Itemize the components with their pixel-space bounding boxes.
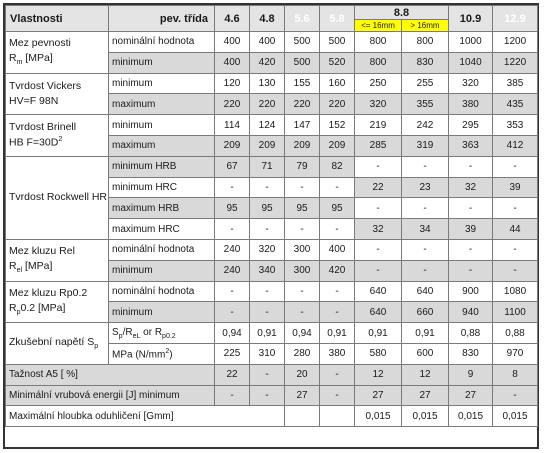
table-cell: 600 — [402, 343, 449, 364]
table-cell: 400 — [215, 52, 250, 73]
table-cell: - — [215, 177, 250, 198]
table-cell: 380 — [449, 94, 493, 115]
table-cell: 385 — [493, 73, 538, 94]
table-cell: - — [449, 239, 493, 260]
table-cell: 940 — [449, 302, 493, 323]
table-cell: 0,88 — [493, 323, 538, 344]
table-cell: - — [402, 260, 449, 281]
table-cell: 225 — [215, 343, 250, 364]
table-cell: 520 — [320, 52, 355, 73]
table-cell: 0,91 — [355, 323, 402, 344]
table-cell: 147 — [285, 115, 320, 136]
properties-header: Vlastnosti — [6, 6, 109, 32]
table-cell: 1040 — [449, 52, 493, 73]
text-fragment: 2 — [58, 136, 63, 144]
table-cell: 380 — [320, 343, 355, 364]
text-fragment: Mez pevnosti — [9, 37, 71, 50]
table-cell: 152 — [320, 115, 355, 136]
table-cell: 79 — [285, 156, 320, 177]
table-cell: - — [215, 281, 250, 302]
table-cell: - — [402, 156, 449, 177]
table-cell: 355 — [402, 94, 449, 115]
table-cell: - — [493, 198, 538, 219]
table-cell: 0,91 — [320, 323, 355, 344]
table-cell: - — [320, 385, 355, 406]
grade-8-8-small: <= 16mm — [355, 20, 402, 32]
table-cell: 320 — [355, 94, 402, 115]
table-cell: 400 — [320, 239, 355, 260]
table-cell: 319 — [402, 135, 449, 156]
text-fragment: or R — [140, 326, 163, 338]
table-cell: 240 — [215, 239, 250, 260]
table-cell: - — [493, 260, 538, 281]
table-cell: 0,91 — [402, 323, 449, 344]
table-cell: 220 — [215, 94, 250, 115]
table-cell: 209 — [320, 135, 355, 156]
table-cell: 114 — [215, 115, 250, 136]
table-cell: 295 — [449, 115, 493, 136]
table-cell: 500 — [320, 32, 355, 53]
table-cell: 1200 — [493, 32, 538, 53]
table-cell: - — [250, 364, 285, 385]
condition-label: nominální hodnota — [109, 239, 215, 260]
table-cell: - — [320, 219, 355, 240]
table-cell: 285 — [355, 135, 402, 156]
table-cell: 160 — [320, 73, 355, 94]
grade-5-8: 5.8 — [320, 6, 355, 32]
table-cell: 900 — [449, 281, 493, 302]
table-cell: 1100 — [493, 302, 538, 323]
text-fragment: p — [94, 342, 99, 350]
table-cell: - — [320, 281, 355, 302]
property-yield — [6, 239, 109, 281]
condition-label: minimum — [109, 73, 215, 94]
table-cell: - — [215, 219, 250, 240]
table-cell: 280 — [285, 343, 320, 364]
property-vickers — [6, 73, 109, 115]
table-cell: - — [215, 302, 250, 323]
text-fragment: 2 — [165, 347, 170, 355]
table-cell: - — [250, 385, 285, 406]
table-cell: - — [320, 364, 355, 385]
table-cell — [320, 406, 355, 427]
table-cell: 300 — [285, 239, 320, 260]
table-cell: 8 — [493, 364, 538, 385]
property-proof — [6, 281, 109, 323]
table-cell: 27 — [449, 385, 493, 406]
property-tensile — [6, 32, 109, 74]
table-cell: 220 — [285, 94, 320, 115]
text-fragment: Zkušební napětí S — [9, 335, 95, 348]
table-cell: 12 — [355, 364, 402, 385]
table-cell: 660 — [402, 302, 449, 323]
table-cell: 124 — [250, 115, 285, 136]
table-cell: 27 — [402, 385, 449, 406]
table-row — [6, 32, 538, 53]
table-cell: - — [250, 281, 285, 302]
table-cell: - — [449, 156, 493, 177]
table-cell: 800 — [355, 32, 402, 53]
table-row — [6, 323, 538, 344]
grade-5-6: 5.6 — [285, 6, 320, 32]
property-brinell — [6, 115, 109, 157]
table-row — [6, 73, 538, 94]
grade-4-8: 4.8 — [250, 6, 285, 32]
text-fragment: [MPa] — [25, 52, 53, 65]
text-fragment: R — [9, 52, 17, 65]
table-cell: 27 — [355, 385, 402, 406]
table-cell: 209 — [285, 135, 320, 156]
table-cell: 240 — [215, 260, 250, 281]
table-cell: 640 — [355, 281, 402, 302]
table-cell: 412 — [493, 135, 538, 156]
table-cell: - — [250, 219, 285, 240]
table-cell: 1080 — [493, 281, 538, 302]
table-cell: 130 — [250, 73, 285, 94]
table-cell: 640 — [355, 302, 402, 323]
condition-label: minimum — [109, 52, 215, 73]
grade-8-8-large: > 16mm — [402, 20, 449, 32]
text-fragment: m — [16, 59, 23, 67]
text-fragment: p — [16, 308, 21, 316]
table-cell: 310 — [250, 343, 285, 364]
header-row — [6, 6, 538, 20]
table-cell: 95 — [250, 198, 285, 219]
table-cell: 23 — [402, 177, 449, 198]
text-fragment: 0.2 [MPa] — [20, 301, 66, 314]
table-cell: 95 — [320, 198, 355, 219]
table-row — [6, 115, 538, 136]
property-elongation: Tažnost A5 [ %] — [6, 364, 215, 385]
table-cell: - — [449, 260, 493, 281]
table-cell: 320 — [250, 239, 285, 260]
condition-label: minimum — [109, 302, 215, 323]
table-cell: - — [215, 385, 250, 406]
text-fragment: p0.2 — [162, 332, 176, 340]
grade-10-9: 10.9 — [449, 6, 493, 32]
table-cell: - — [285, 281, 320, 302]
table-cell: 82 — [320, 156, 355, 177]
table-cell: - — [285, 302, 320, 323]
table-cell: 209 — [215, 135, 250, 156]
text-fragment: el — [16, 267, 23, 275]
table-cell: - — [402, 198, 449, 219]
table-cell: - — [355, 239, 402, 260]
table-cell: 0,015 — [449, 406, 493, 427]
table-cell: 400 — [215, 32, 250, 53]
condition-label: minimum HRB — [109, 156, 215, 177]
table-cell: - — [449, 198, 493, 219]
table-cell: - — [493, 239, 538, 260]
table-cell: 250 — [355, 73, 402, 94]
table-cell: 363 — [449, 135, 493, 156]
table-cell: 32 — [355, 219, 402, 240]
table-cell: 95 — [215, 198, 250, 219]
text-fragment: /R — [122, 326, 133, 338]
condition-label: nominální hodnota — [109, 32, 215, 53]
table-cell: 34 — [402, 219, 449, 240]
grade-12-9: 12.9 — [493, 6, 538, 32]
table-cell: - — [355, 260, 402, 281]
table-cell: 219 — [355, 115, 402, 136]
table-cell: 0,015 — [402, 406, 449, 427]
table-cell: 255 — [402, 73, 449, 94]
table-cell — [285, 406, 320, 427]
table-cell: 500 — [285, 32, 320, 53]
table-cell: 353 — [493, 115, 538, 136]
table-cell: 420 — [250, 52, 285, 73]
table-cell: 12 — [402, 364, 449, 385]
table-cell: - — [493, 385, 538, 406]
table-row — [6, 385, 538, 406]
text-fragment: R — [9, 260, 17, 273]
table-cell: 1000 — [449, 32, 493, 53]
condition-label: maximum HRB — [109, 198, 215, 219]
table-cell: 830 — [449, 343, 493, 364]
table-cell: 220 — [320, 94, 355, 115]
table-cell: 970 — [493, 343, 538, 364]
table-cell: 27 — [285, 385, 320, 406]
condition-label: minimum HRC — [109, 177, 215, 198]
table-cell: 0,91 — [250, 323, 285, 344]
text-fragment: Mez kluzu Rp0.2 — [9, 286, 88, 299]
table-cell: 209 — [250, 135, 285, 156]
table-cell: 0,94 — [285, 323, 320, 344]
property-decarburization: Maximální hloubka oduhličení [Gmm] — [6, 406, 285, 427]
grade-8-8: 8.8 — [355, 6, 449, 20]
table-cell: 242 — [402, 115, 449, 136]
text-fragment: R — [9, 301, 17, 314]
table-cell: 39 — [493, 177, 538, 198]
condition-label — [109, 343, 215, 364]
condition-label: minimum — [109, 115, 215, 136]
condition-label: maximum — [109, 94, 215, 115]
text-fragment: S — [112, 326, 119, 338]
text-fragment: [MPa] — [24, 260, 53, 273]
table-cell: 220 — [250, 94, 285, 115]
table-cell: - — [493, 156, 538, 177]
table-row — [6, 239, 538, 260]
table-row — [6, 156, 538, 177]
table-cell: - — [402, 239, 449, 260]
property-test-stress — [6, 323, 109, 365]
table-row — [6, 364, 538, 385]
grade-4-6: 4.6 — [215, 6, 250, 32]
table-cell: 400 — [250, 32, 285, 53]
text-fragment: HB F=30D — [9, 136, 59, 149]
table-cell: - — [355, 198, 402, 219]
text-fragment: HV=F 98N — [9, 94, 59, 107]
class-header: pev. třída — [109, 6, 215, 32]
text-fragment: Tvrdost Brinell — [9, 121, 77, 134]
table-cell: - — [250, 302, 285, 323]
table-cell: 1220 — [493, 52, 538, 73]
table-cell: 32 — [449, 177, 493, 198]
table-cell: - — [250, 177, 285, 198]
table-cell: 39 — [449, 219, 493, 240]
condition-label: nominální hodnota — [109, 281, 215, 302]
condition-label: minimum — [109, 260, 215, 281]
table-cell: 0,88 — [449, 323, 493, 344]
condition-label: maximum HRC — [109, 219, 215, 240]
table-cell: - — [320, 302, 355, 323]
table-cell: 155 — [285, 73, 320, 94]
text-fragment: ) — [169, 349, 173, 361]
property-rockwell: Tvrdost Rockwell HR — [6, 156, 109, 239]
table-cell: 300 — [285, 260, 320, 281]
bolt-properties-table — [5, 5, 538, 427]
table-cell: 0,015 — [355, 406, 402, 427]
table-cell: 95 — [285, 198, 320, 219]
text-fragment: Tvrdost Vickers — [9, 79, 82, 92]
table-cell: 71 — [250, 156, 285, 177]
table-cell: - — [285, 219, 320, 240]
text-fragment: eL — [132, 332, 141, 340]
table-cell: 0,94 — [215, 323, 250, 344]
table-cell: 640 — [402, 281, 449, 302]
condition-label: maximum — [109, 135, 215, 156]
property-notch-energy: Minimální vrubová energii [J] minimum — [6, 385, 215, 406]
text-fragment: Mez kluzu Rel — [9, 245, 75, 258]
table-cell: 120 — [215, 73, 250, 94]
condition-label — [109, 323, 215, 344]
table-cell: - — [320, 177, 355, 198]
table-cell: - — [285, 177, 320, 198]
table-cell: 500 — [285, 52, 320, 73]
table-cell: 44 — [493, 219, 538, 240]
table-cell: 20 — [285, 364, 320, 385]
table-cell: 9 — [449, 364, 493, 385]
table-cell: 800 — [355, 52, 402, 73]
table-row — [6, 281, 538, 302]
table-cell: 420 — [320, 260, 355, 281]
text-fragment: p — [118, 332, 123, 340]
properties-table-frame — [3, 3, 539, 449]
table-cell: 435 — [493, 94, 538, 115]
table-cell: 830 — [402, 52, 449, 73]
table-cell: 320 — [449, 73, 493, 94]
table-cell: 580 — [355, 343, 402, 364]
table-cell: 800 — [402, 32, 449, 53]
table-row — [6, 406, 538, 427]
text-fragment: MPa (N/mm — [112, 349, 166, 361]
table-cell: 22 — [355, 177, 402, 198]
table-cell: 22 — [215, 364, 250, 385]
table-cell: 67 — [215, 156, 250, 177]
table-cell: 340 — [250, 260, 285, 281]
table-cell: - — [355, 156, 402, 177]
table-cell: 0,015 — [493, 406, 538, 427]
